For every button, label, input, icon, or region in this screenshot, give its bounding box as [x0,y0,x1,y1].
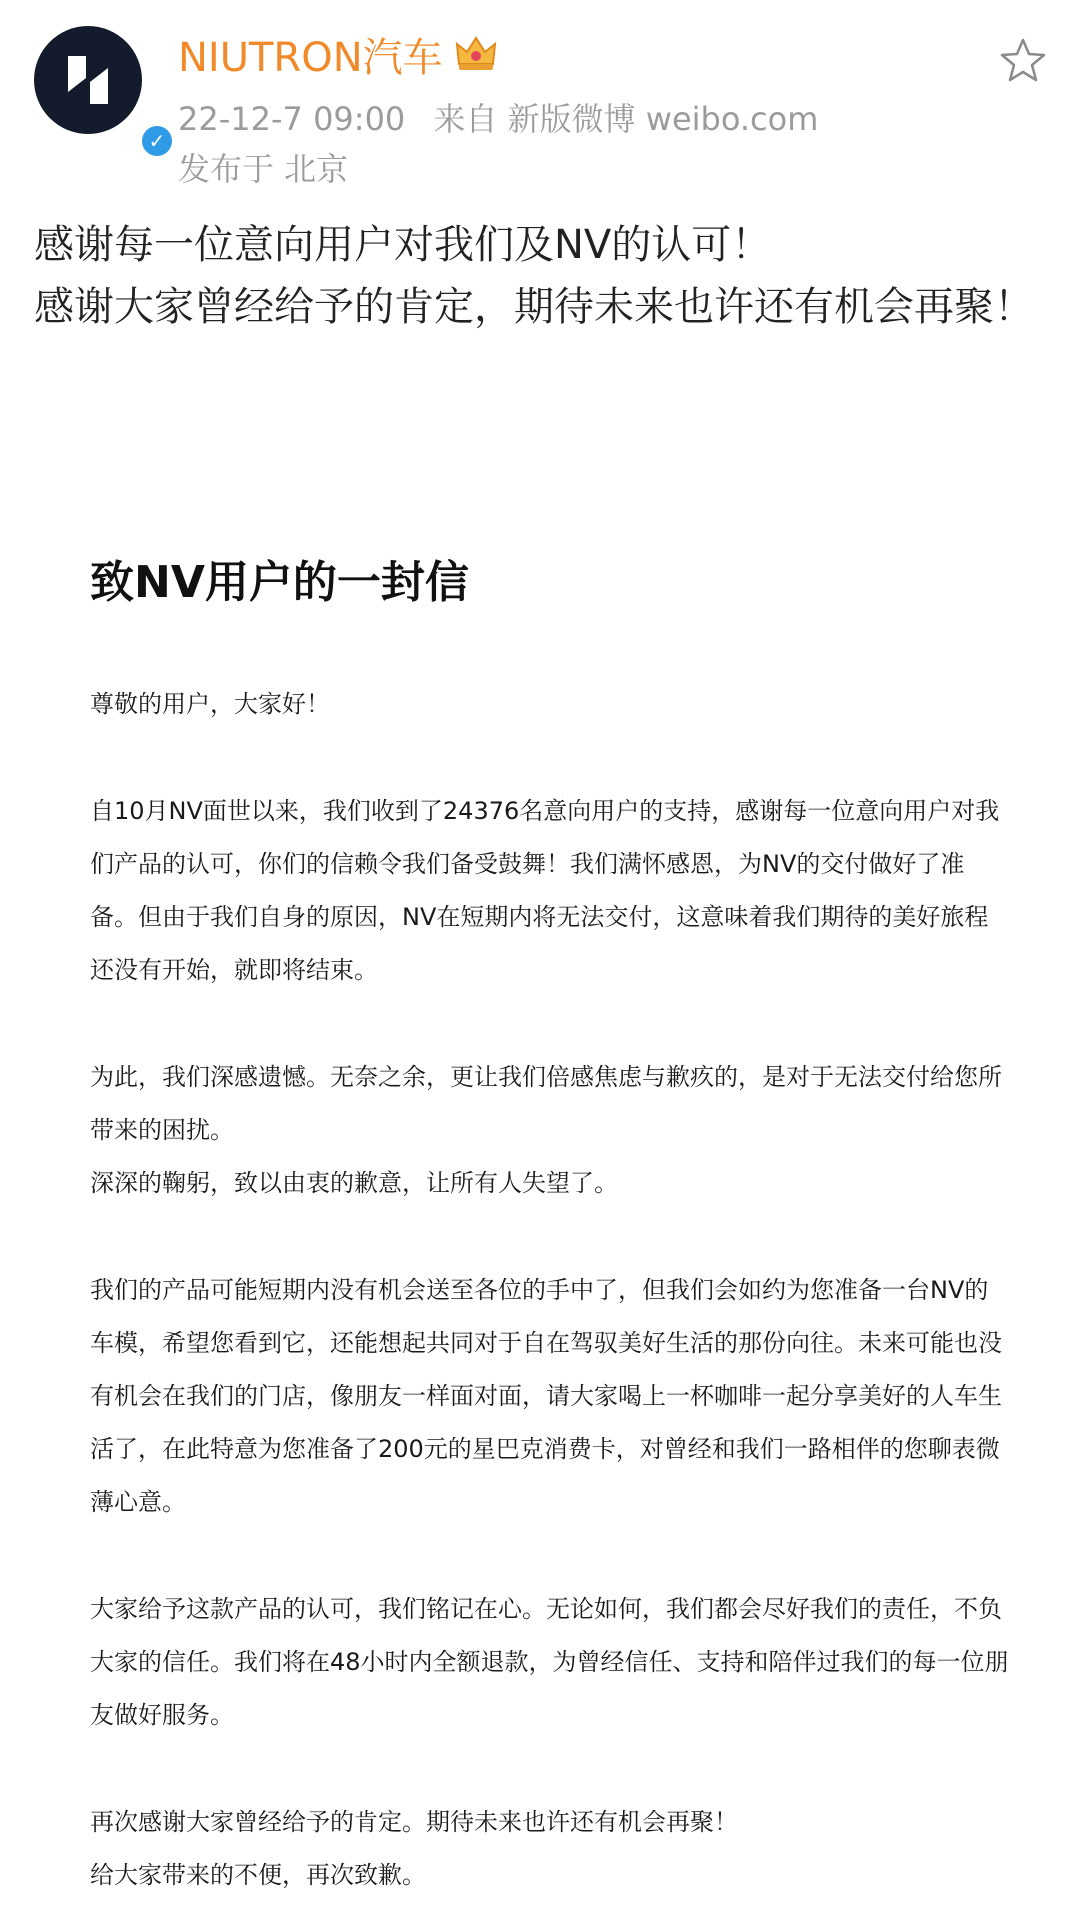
letter-title: 致NV用户的一封信 [90,557,469,608]
avatar[interactable] [34,26,166,153]
user-name-row [178,26,497,82]
post-line-1: 感谢每一位意向用户对我们及NV的认可！ [34,222,772,268]
post-header [0,0,1080,200]
letter-paragraph-1: 自10月NV面世以来，我们收到了24376名意向用户的支持，感谢每一位意向用户对我们产品的认可，你们的信赖令我们备受鼓舞！我们满怀感恩，为NV的交付做好了准备。但由于我们自身的原因，NV在短期内将无法交付，这意味着我们期待的美好旅程还没有开始，就即将结束。 [90,797,1000,984]
letter-paragraph-4: 大家给予这款产品的认可，我们铭记在心。无论如何，我们都会尽好我们的责任，不负大家的信任。我们将在48小时内全额退款，为曾经信任、支持和陪伴过我们的每一位朋友做好服务。 [90,1595,1009,1729]
letter-paragraph-2b: 深深的鞠躬，致以由衷的歉意，让所有人失望了。 [90,1169,618,1197]
letter-paragraph-2: 为此，我们深感遗憾。无奈之余，更让我们倍感焦虑与歉疚的，是对于无法交付给您所带来的困扰。 [90,1063,1002,1144]
crown-icon [455,34,497,74]
letter-paragraph-3: 我们的产品可能短期内没有机会送至各位的手中了，但我们会如约为您准备一台NV的车模，希望您看到它，还能想起共同对于自在驾驭美好生活的那份向往。未来可能也没有机会在我们的门店，像朋友一样面对面，请大家喝上一杯咖啡一起分享美好的人车生活了，在此特意为您准备了200元的星巴克消费卡，对曾经和我们一路相伴的您聊表微薄心意。 [90,1276,1002,1516]
post-location: 发布于 北京 [178,150,349,188]
letter-image[interactable] [90,548,1010,1902]
letter-paragraph-5b: 给大家带来的不便，再次致歉。 [90,1861,426,1889]
user-name[interactable]: NIUTRON汽车 [178,34,443,81]
verified-badge-icon: ✓ [138,122,176,160]
letter-paragraph-5: 再次感谢大家曾经给予的肯定。期待未来也许还有机会再聚！ [90,1808,738,1836]
post-line-2: 感谢大家曾经给予的肯定，期待未来也许还有机会再聚！ [34,284,1034,330]
letter-body [90,678,1010,1902]
niutron-logo-icon [34,26,142,134]
favorite-star-icon[interactable] [998,36,1048,86]
post-source: 来自 新版微博 weibo.com [433,100,819,138]
letter-greeting: 尊敬的用户，大家好！ [90,690,330,718]
post-meta [178,94,836,140]
post-text [34,214,1034,338]
post-timestamp: 22-12-7 09:00 [178,100,406,138]
